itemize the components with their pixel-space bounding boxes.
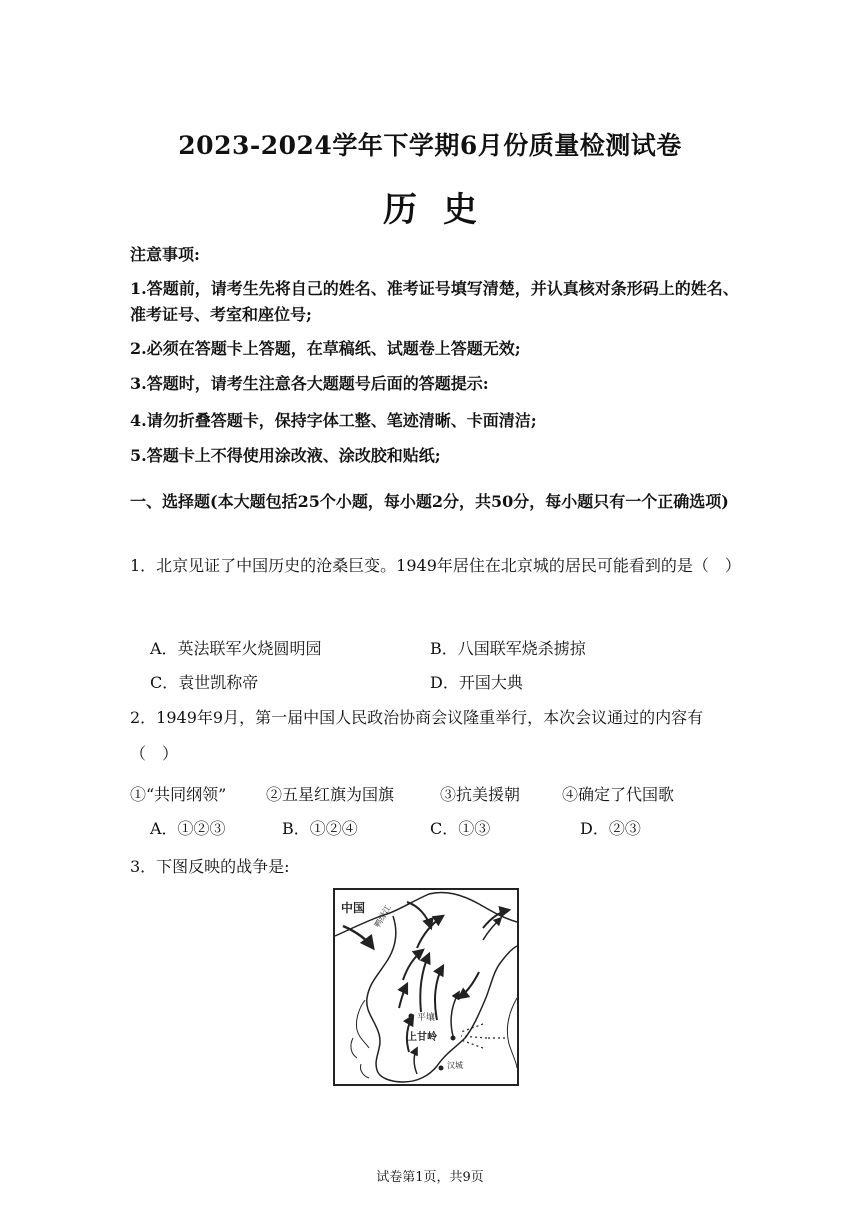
notice-item-2: 2.必须在答题卡上答题，在草稿纸、试题卷上答题无效; bbox=[130, 339, 521, 358]
map-label-china: 中国 bbox=[341, 901, 366, 915]
notice-item-1: 1.答题前，请考生先将自己的姓名、准考证号填写清楚，并认真核对条形码上的姓名、准考证号、考室和座位号; bbox=[130, 279, 739, 324]
map-label-seoul: 汉城 bbox=[447, 1061, 463, 1070]
question-2-option-c: C．①③ bbox=[430, 819, 491, 838]
question-2-option-b: B．①②④ bbox=[282, 819, 358, 838]
question-1-option-a: A．英法联军火烧圆明园 bbox=[150, 639, 322, 658]
question-2-option-a: A．①②③ bbox=[150, 819, 226, 838]
korean-war-map bbox=[333, 888, 519, 1086]
question-2-stem: 2．1949年9月，第一届中国人民政治协商会议隆重举行，本次会议通过的内容有（ ） bbox=[130, 708, 704, 763]
question-3-stem: 3．下图反映的战争是: bbox=[130, 857, 290, 876]
pyongyang-dot bbox=[409, 1014, 414, 1019]
page-footer: 试卷第1页，共9页 bbox=[376, 1170, 484, 1185]
question-2-item-4: ④确定了代国歌 bbox=[562, 785, 675, 804]
notice-heading: 注意事项: bbox=[130, 245, 200, 264]
subject-title: 历史 bbox=[383, 190, 503, 230]
question-1-option-d: D．开国大典 bbox=[430, 673, 523, 692]
question-2-item-2: ②五星红旗为国旗 bbox=[266, 785, 395, 804]
notice-item-5: 5.答题卡上不得使用涂改液、涂改胶和贴纸; bbox=[130, 446, 441, 465]
question-1-stem: 1．北京见证了中国历史的沧桑巨变。1949年居住在北京城的居民可能看到的是（ ） bbox=[130, 556, 741, 575]
shangganling-dot bbox=[451, 1036, 456, 1041]
map-label-yalu: 鸭绿江 bbox=[372, 903, 393, 929]
question-1-option-b: B．八国联军烧杀掳掠 bbox=[430, 639, 586, 658]
seoul-dot bbox=[439, 1066, 444, 1071]
map-graphic bbox=[333, 888, 519, 1086]
notice-item-4: 4.请勿折叠答题卡，保持字体工整、笔迹清晰、卡面清洁; bbox=[130, 411, 537, 430]
question-2-item-3: ③抗美援朝 bbox=[440, 785, 521, 804]
notice-item-3: 3.答题时，请考生注意各大题题号后面的答题提示: bbox=[130, 374, 489, 393]
section-heading: 一、选择题(本大题包括25个小题，每小题2分，共50分，每小题只有一个正确选项) bbox=[130, 492, 729, 511]
question-1-option-c: C．袁世凯称帝 bbox=[150, 673, 259, 692]
map-label-shangganling: 上甘岭 bbox=[407, 1032, 437, 1043]
question-2-item-1: ①“共同纲领” bbox=[130, 785, 227, 804]
map-label-pyongyang: 平壤 bbox=[417, 1013, 436, 1023]
exam-title: 2023-2024学年下学期6月份质量检测试卷 bbox=[178, 131, 682, 160]
question-2-option-d: D．②③ bbox=[580, 819, 641, 838]
